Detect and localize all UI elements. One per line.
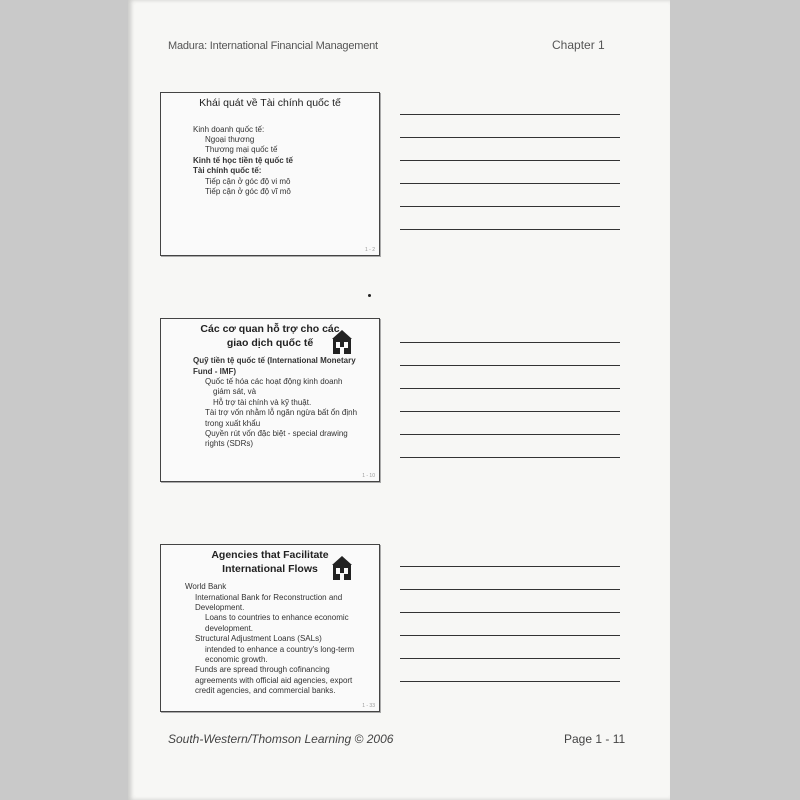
slide-page-number: 1 - 10: [362, 472, 375, 479]
note-line: [400, 342, 620, 343]
note-line: [400, 183, 620, 184]
page-sheet: [128, 0, 670, 800]
note-line: [400, 365, 620, 366]
slide-3: [160, 544, 380, 712]
bullet-item: Quyền rút vốn đặc biệt - special drawing rights (SDRs): [205, 429, 348, 449]
house-icon: [331, 555, 353, 581]
slide-page-number: 1 - 33: [362, 702, 375, 709]
slide-body: [161, 576, 379, 696]
bullet-item: Tài chính quốc tế:: [193, 166, 262, 176]
note-line: [400, 566, 620, 567]
bullet-item: Thương mại quốc tế: [205, 145, 278, 155]
slide-body: [161, 111, 379, 198]
bullet-item: Kinh tế học tiền tệ quốc tế: [193, 155, 294, 165]
footer-page-number: Page 1 - 11: [564, 732, 626, 746]
note-line: [400, 229, 620, 230]
bullet-item: Structural Adjustment Loans (SALs): [195, 634, 322, 644]
slide-1: [160, 92, 380, 256]
note-line: [400, 635, 620, 636]
ink-speck: [368, 294, 371, 297]
bullet-item: Ngoại thương: [205, 135, 255, 145]
notes-lines-1: [400, 114, 620, 252]
note-line: [400, 137, 620, 138]
header-title: Madura: International Financial Management: [168, 40, 378, 52]
note-line: [400, 681, 620, 682]
bullet-item: Quỹ tiền tệ quốc tế (International Monetary Fund - IMF): [193, 356, 356, 376]
bullet-item: International Bank for Reconstruction and Development.: [195, 592, 343, 613]
slide-page-number: 1 - 2: [364, 246, 375, 253]
bullet-item: World Bank: [185, 582, 227, 592]
note-line: [400, 411, 620, 412]
house-icon: [331, 329, 353, 355]
slide-title-line: Khái quát về Tài chính quốc tế: [199, 97, 341, 109]
note-line: [400, 388, 620, 389]
slide-title-line: International Flows: [222, 562, 318, 575]
bullet-item: Quốc tế hóa các hoạt động kinh doanh: [205, 377, 343, 387]
bullet-item: Tiếp cận ở góc độ vĩ mô: [205, 186, 291, 196]
note-line: [400, 160, 620, 161]
note-line: [400, 589, 620, 590]
slide-title: [161, 93, 379, 111]
slide-title-line: Các cơ quan hỗ trợ cho các: [200, 323, 340, 335]
slide-title-line: Agencies that Facilitate: [211, 549, 329, 561]
bullet-item: Tiếp cận ở góc độ vi mô: [205, 176, 291, 186]
note-line: [400, 658, 620, 659]
slide-title-line: giao dịch quốc tế: [226, 336, 314, 349]
note-line: [400, 612, 620, 613]
bullet-item: Loans to countries to enhance economic development.: [205, 613, 349, 633]
bullet-item: giám sát, và: [213, 387, 257, 397]
footer-publisher: South-Western/Thomson Learning © 2006: [168, 732, 394, 746]
bullet-item: Hỗ trợ tài chính và kỹ thuật.: [213, 397, 312, 407]
slide-body: [161, 350, 379, 450]
bullet-item: Kinh doanh quốc tế:: [193, 124, 265, 134]
note-line: [400, 434, 620, 435]
bullet-item: Funds are spread through cofinancing agreements with official aid agencies, export credit agencies, and commercial banks.: [195, 665, 353, 696]
slide-2: [160, 318, 380, 482]
bullet-item: Tài trợ vốn nhằm lỗ ngăn ngừa bất ổn định trong xuất khẩu: [205, 408, 358, 428]
note-line: [400, 457, 620, 458]
bullet-item: intended to enhance a country's long-term economic growth.: [205, 644, 355, 665]
header-chapter: Chapter 1: [552, 38, 605, 52]
notes-lines-3: [400, 566, 620, 704]
note-line: [400, 206, 620, 207]
note-line: [400, 114, 620, 115]
notes-lines-2: [400, 342, 620, 480]
